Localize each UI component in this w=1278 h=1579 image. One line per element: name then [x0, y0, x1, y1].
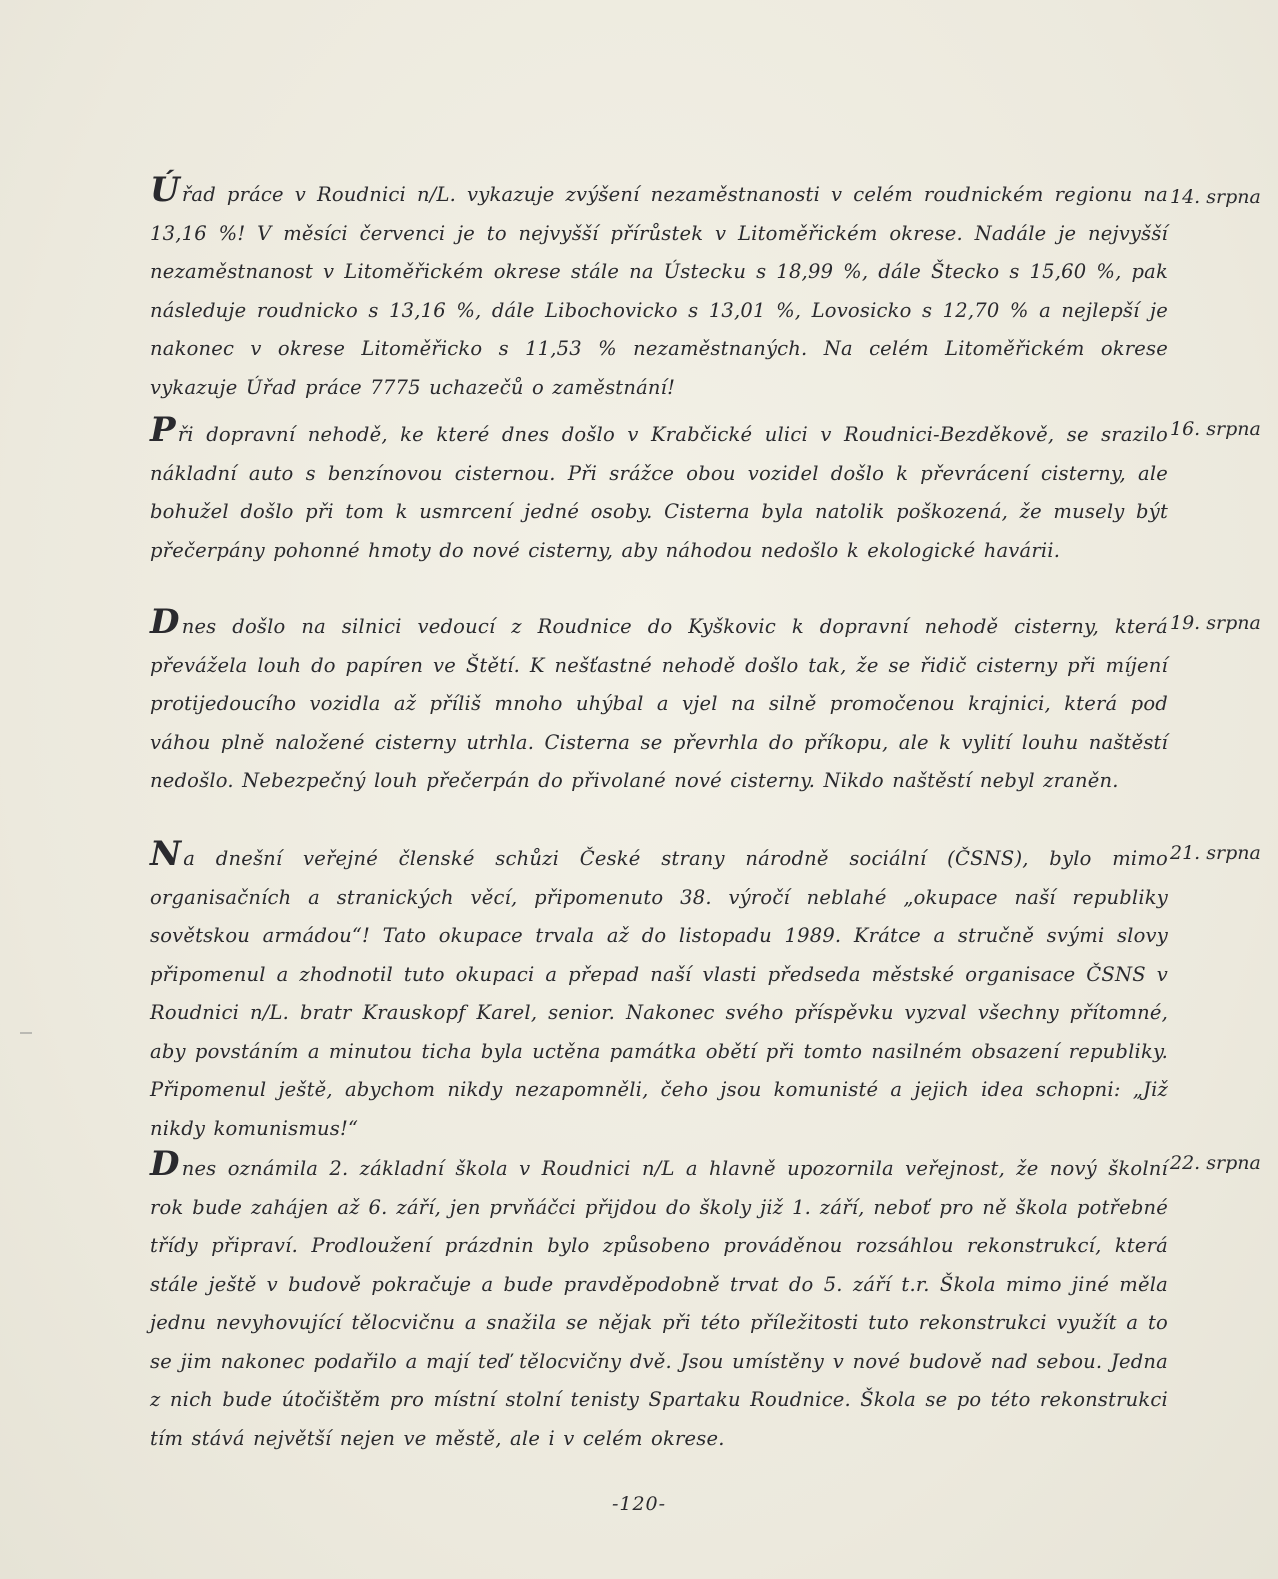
entry-text: nes oznámila 2. základní škola v Roudnici n/L a hlavně upozornila veřejnost, že nový školní rok bude zahájen až 6. září, jen prvňáčci přijdou do školy již 1. září, neboť pro ně škola potřebné třídy připraví. Prodloužení prázdnin bylo způsobeno prováděnou rozsáhlou rekonstrukcí, která stále ještě v budově pokračuje a bude pravděpodobně trvat do 5. září t.r. Škola mimo jiné měla jednu nevyhovující tělocvičnu a snažila se nějak při této příležitosti tuto rekonstrukci využít a to se jim nakonec podařilo a mají teď tělocvičny dvě. Jsou umístěny v nové budově nad sebou. Jedna z nich bude útočištěm pro místní stolní tenisty Spartaku Roudnice. Škola se po této rekonstrukci tím stává největší nejen ve městě, ale i v celém okrese.	[150, 1157, 1168, 1450]
entry-date: 19. srpna	[1170, 612, 1261, 634]
drop-initial: N	[150, 834, 182, 874]
entry-19-august	[76, 602, 1168, 801]
drop-initial: D	[150, 602, 180, 642]
entry-14-august	[76, 170, 1168, 407]
entry-date: 16. srpna	[1170, 418, 1261, 440]
page-number: -120-	[611, 1493, 667, 1515]
entry-21-august	[76, 834, 1168, 1148]
drop-initial: Ú	[150, 170, 180, 210]
paper-mark	[20, 1032, 32, 1034]
entry-date: 22. srpna	[1170, 1152, 1261, 1174]
drop-initial: D	[150, 1144, 180, 1184]
entry-text: ři dopravní nehodě, ke které dnes došlo v Krabčické ulici v Roudnici-Bezděkově, se srazilo nákladní auto s benzínovou cisternou. Při srážce obou vozidel došlo k převrácení cisterny, ale bohužel došlo při tom k usmrcení jedné osoby. Cisterna byla natolik poškozená, že musely být přečerpány pohonné hmoty do nové cisterny, aby náhodou nedošlo k ekologické havárii.	[150, 423, 1168, 562]
entry-22-august	[76, 1144, 1168, 1458]
drop-initial: P	[150, 410, 176, 450]
entry-date: 21. srpna	[1170, 842, 1261, 864]
entry-date: 14. srpna	[1170, 186, 1261, 208]
entry-text: řad práce v Roudnici n/L. vykazuje zvýšení nezaměstnanosti v celém roudnickém regionu na 13,16 %! V měsíci červenci je to nejvyšší přírůstek v Litoměřickém okrese. Nadále je nejvyšší nezaměstnanost v Litoměřickém okrese stále na Ústecku s 18,99 %, dále Štecko s 15,60 %, pak následuje roudnicko s 13,16 %, dále Libochovicko s 13,01 %, Lovosicko s 12,70 % a nejlepší je nakonec v okrese Litoměřicko s 11,53 % nezaměstnaných. Na celém Litoměřickém okrese vykazuje Úřad práce 7775 uchazečů o zaměstnání!	[150, 183, 1168, 399]
entry-16-august	[76, 410, 1168, 570]
entry-text: a dnešní veřejné členské schůzi České strany národně sociální (ČSNS), bylo mimo organisačních a stranických věcí, připomenuto 38. výročí neblahé „okupace naší republiky sovětskou armádou“! Tato okupace trvala až do listopadu 1989. Krátce a stručně svými slovy připomenul a zhodnotil tuto okupaci a přepad naší vlasti předseda městské organisace ČSNS v Roudnici n/L. bratr Krauskopf Karel, senior. Nakonec svého příspěvku vyzval všechny přítomné, aby povstáním a minutou ticha byla uctěna památka obětí při tomto nasilném obsazení republiky. Připomenul ještě, abychom nikdy nezapomněli, čeho jsou komunisté a jejich idea schopni: „Již nikdy komunismus!“	[150, 847, 1168, 1140]
entry-text: nes došlo na silnici vedoucí z Roudnice do Kyškovic k dopravní nehodě cisterny, která převážela louh do papíren ve Štětí. K nešťastné nehodě došlo tak, že se řidič cisterny při míjení protijedoucího vozidla až příliš mnoho uhýbal a vjel na silně promočenou krajnici, která pod váhou plně naložené cisterny utrhla. Cisterna se převrhla do příkopu, ale k vylití louhu naštěstí nedošlo. Nebezpečný louh přečerpán do přivolané nové cisterny. Nikdo naštěstí nebyl zraněn.	[150, 615, 1168, 792]
